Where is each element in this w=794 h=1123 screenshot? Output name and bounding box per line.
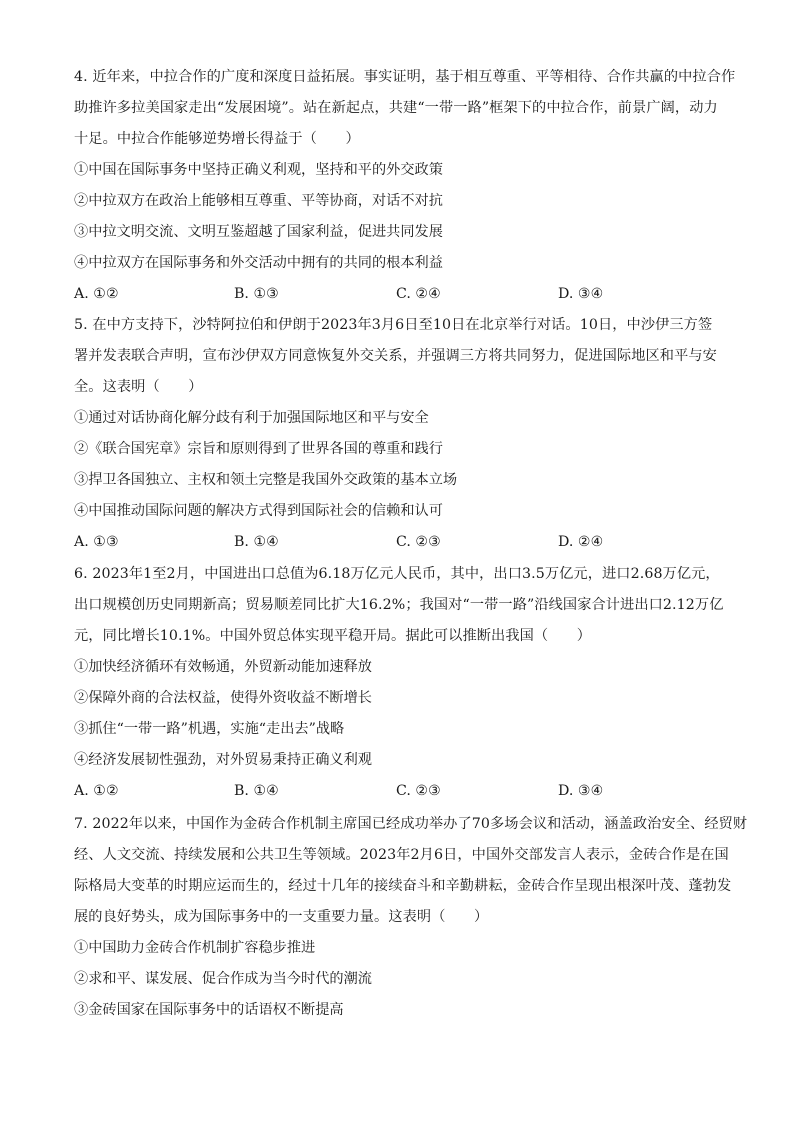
statement-2: ②保障外商的合法权益，使得外资收益不断增长 (74, 690, 372, 706)
answer-options (74, 527, 726, 558)
statement-4: ④中国推动国际问题的解决方式得到国际社会的信赖和认可 (74, 503, 443, 519)
option-c[interactable]: C. ②④ (396, 286, 441, 302)
statement-2: ②求和平、谋发展、促合作成为当今时代的潮流 (74, 971, 372, 987)
question-stem-line: 6. 2023年1至2月，中国进出口总值为6.18万亿元人民币，其中，出口3.5万亿元，进口2.68万亿元， (74, 566, 720, 582)
option-a[interactable]: A. ①② (74, 783, 119, 799)
statement-3: ③抓住“一带一路”机遇，实施“走出去”战略 (74, 721, 345, 737)
statement-2: ②《联合国宪章》宗旨和原则得到了世界各国的尊重和践行 (74, 441, 443, 457)
question-stem-line: 经、人文交流、持续发展和公共卫生等领域。2023年2月6日，中国外交部发言人表示，金砖合作是在国 (74, 847, 729, 863)
statement-1: ①中国助力金砖合作机制扩容稳步推进 (74, 940, 316, 956)
question-stem-line: 元，同比增长10.1%。中国外贸总体实现平稳开局。据此可以推断出我国（ ） (74, 628, 592, 644)
statement-3: ③金砖国家在国际事务中的话语权不断提高 (74, 1002, 344, 1018)
statement-3: ③捍卫各国独立、主权和领土完整是我国外交政策的基本立场 (74, 472, 458, 488)
statement-4: ④经济发展韧性强劲，对外贸易秉持正确义利观 (74, 752, 372, 768)
question-stem-line: 5. 在中方支持下，沙特阿拉伯和伊朗于2023年3月6日至10日在北京举行对话。10日，中沙伊三方签 (74, 317, 713, 333)
statement-1: ①加快经济循环有效畅通，外贸新动能加速释放 (74, 659, 372, 675)
option-c[interactable]: C. ②③ (396, 783, 441, 799)
statement-1: ①通过对话协商化解分歧有利于加强国际地区和平与安全 (74, 410, 429, 426)
answer-options (74, 279, 726, 310)
statement-3: ③中拉文明交流、文明互鉴超越了国家利益，促进共同发展 (74, 224, 443, 240)
question-stem-line: 助推许多拉美国家走出“发展困境”。站在新起点，共建“一带一路”框架下的中拉合作，前景广阔，动力 (74, 100, 718, 116)
option-b[interactable]: B. ①④ (234, 534, 279, 550)
question-stem-line: 署并发表联合声明，宣布沙伊双方同意恢复外交关系，并强调三方将共同努力，促进国际地区和平与安 (74, 348, 717, 364)
option-d[interactable]: D. ③④ (558, 783, 604, 799)
question-stem-line: 十足。中拉合作能够逆势增长得益于（ ） (74, 131, 360, 147)
statement-2: ②中拉双方在政治上能够相互尊重、平等协商，对话不对抗 (74, 193, 443, 209)
statement-4: ④中拉双方在国际事务和外交活动中拥有的共同的根本利益 (74, 255, 443, 271)
answer-options (74, 776, 726, 807)
option-d[interactable]: D. ③④ (558, 286, 604, 302)
question-stem-line: 全。这表明（ ） (74, 379, 203, 395)
statement-1: ①中国在国际事务中坚持正确义利观，坚持和平的外交政策 (74, 162, 443, 178)
question-stem-line: 出口规模创历史同期新高；贸易顺差同比扩大16.2%；我国对“一带一路”沿线国家合计进出口2.12万亿 (74, 597, 724, 613)
question-stem-line: 7. 2022年以来，中国作为金砖合作机制主席国已经成功举办了70多场会议和活动，涵盖政治安全、经贸财 (74, 816, 748, 832)
option-b[interactable]: B. ①③ (234, 286, 279, 302)
option-a[interactable]: A. ①③ (74, 534, 119, 550)
question-7 (74, 809, 748, 1026)
question-stem-line: 展的良好势头，成为国际事务中的一支重要力量。这表明（ ） (74, 909, 489, 925)
option-c[interactable]: C. ②③ (396, 534, 441, 550)
question-stem-line: 4. 近年来，中拉合作的广度和深度日益拓展。事实证明，基于相互尊重、平等相待、合作共赢的中拉合作 (74, 69, 736, 85)
question-4 (74, 62, 736, 310)
question-stem-line: 际格局大变革的时期应运而生的，经过十几年的接续奋斗和辛勤耕耘，金砖合作呈现出根深叶茂、蓬勃发 (74, 878, 732, 894)
question-5 (74, 310, 726, 558)
option-d[interactable]: D. ②④ (558, 534, 604, 550)
option-b[interactable]: B. ①④ (234, 783, 279, 799)
option-a[interactable]: A. ①② (74, 286, 119, 302)
question-6 (74, 559, 726, 807)
